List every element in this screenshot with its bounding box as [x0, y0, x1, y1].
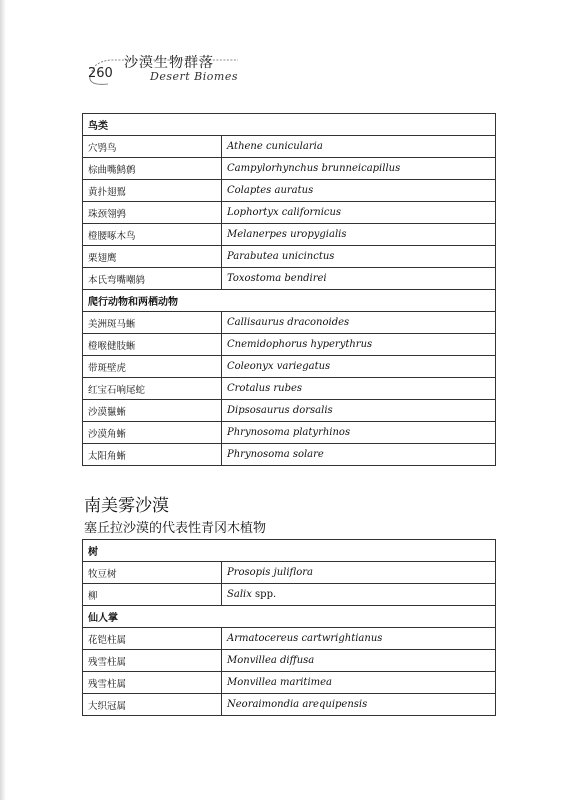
table-row: [83, 444, 496, 466]
common-name: 红宝石响尾蛇: [83, 378, 222, 400]
latin-name: [222, 672, 496, 694]
species-table-sechura: [82, 539, 496, 716]
latin-name: Melanerpes uropygialis: [222, 224, 496, 246]
table-row: [83, 268, 496, 290]
common-name: 大织冠属: [83, 694, 222, 716]
latin-name: [222, 562, 496, 584]
latin-genus-species: Monvillea maritimea: [227, 677, 333, 688]
page-edge-shadow: [0, 0, 6, 800]
header-title-en: Desert Biomes: [150, 70, 238, 83]
table-group-row: [83, 290, 496, 312]
section-title: 南美雾沙漠: [84, 496, 169, 516]
group-heading: 树: [83, 540, 496, 562]
latin-name: Phrynosoma solare: [222, 444, 496, 466]
latin-name: [222, 628, 496, 650]
latin-genus-species: Neoraimondia arequipensis: [227, 699, 368, 710]
table-row: [83, 312, 496, 334]
table-row: [83, 356, 496, 378]
group-heading: 仙人掌: [83, 606, 496, 628]
group-heading: 鸟类: [83, 114, 496, 136]
table-row: [83, 246, 496, 268]
table-row: [83, 694, 496, 716]
common-name: 带斑壁虎: [83, 356, 222, 378]
table-row: [83, 224, 496, 246]
common-name: 橙腰啄木鸟: [83, 224, 222, 246]
table-row: [83, 584, 496, 606]
common-name: 残雪柱属: [83, 672, 222, 694]
latin-name: Phrynosoma platyrhinos: [222, 422, 496, 444]
table-row: [83, 180, 496, 202]
latin-name: [222, 584, 496, 606]
latin-name: Coleonyx variegatus: [222, 356, 496, 378]
species-table-north: [82, 113, 496, 466]
latin-name: Parabutea unicinctus: [222, 246, 496, 268]
latin-name: Colaptes auratus: [222, 180, 496, 202]
common-name: 橙喉健肢蜥: [83, 334, 222, 356]
latin-genus-species: Monvillea diffusa: [227, 655, 315, 666]
latin-name: Lophortyx californicus: [222, 202, 496, 224]
common-name: 太阳角蜥: [83, 444, 222, 466]
common-name: 穴鸮鸟: [83, 136, 222, 158]
table-group-row: [83, 114, 496, 136]
table-row: [83, 422, 496, 444]
table-row: [83, 400, 496, 422]
common-name: 棕曲嘴鹪鹩: [83, 158, 222, 180]
common-name: 牧豆树: [83, 562, 222, 584]
latin-genus-species: Armatocereus cartwrightianus: [227, 633, 383, 644]
table-row: [83, 378, 496, 400]
common-name: 柳: [83, 584, 222, 606]
table-row: [83, 650, 496, 672]
common-name: 花铠柱属: [83, 628, 222, 650]
table-row: [83, 628, 496, 650]
table-row: [83, 202, 496, 224]
group-heading: 爬行动物和两栖动物: [83, 290, 496, 312]
latin-name: Campylorhynchus brunneicapillus: [222, 158, 496, 180]
table-group-row: [83, 606, 496, 628]
latin-name: Dipsosaurus dorsalis: [222, 400, 496, 422]
common-name: 栗翅鹰: [83, 246, 222, 268]
latin-name: Toxostoma bendirei: [222, 268, 496, 290]
common-name: 沙漠鬣蜥: [83, 400, 222, 422]
latin-name: Crotalus rubes: [222, 378, 496, 400]
header-title-cn: 沙漠生物群落: [124, 55, 214, 71]
latin-name: [222, 650, 496, 672]
latin-suffix: spp.: [251, 589, 277, 600]
running-header: [88, 50, 238, 88]
latin-name: Callisaurus draconoides: [222, 312, 496, 334]
table-row: [83, 562, 496, 584]
table-row: [83, 158, 496, 180]
latin-genus-species: Prosopis juliflora: [227, 567, 313, 578]
table-group-row: [83, 540, 496, 562]
page-number: 260: [88, 66, 113, 81]
latin-name: Cnemidophorus hyperythrus: [222, 334, 496, 356]
common-name: 珠颈翎鹑: [83, 202, 222, 224]
latin-genus-species: Salix: [227, 589, 252, 600]
common-name: 残雪柱属: [83, 650, 222, 672]
table-row: [83, 136, 496, 158]
common-name: 美洲斑马蜥: [83, 312, 222, 334]
table-row: [83, 672, 496, 694]
common-name: 沙漠角蜥: [83, 422, 222, 444]
common-name: 黄扑翅鴷: [83, 180, 222, 202]
section-subtitle: 塞丘拉沙漠的代表性青冈木植物: [84, 521, 267, 536]
table-row: [83, 334, 496, 356]
latin-name: [222, 694, 496, 716]
latin-name: Athene cunicularia: [222, 136, 496, 158]
common-name: 本氏弯嘴嘲鸫: [83, 268, 222, 290]
